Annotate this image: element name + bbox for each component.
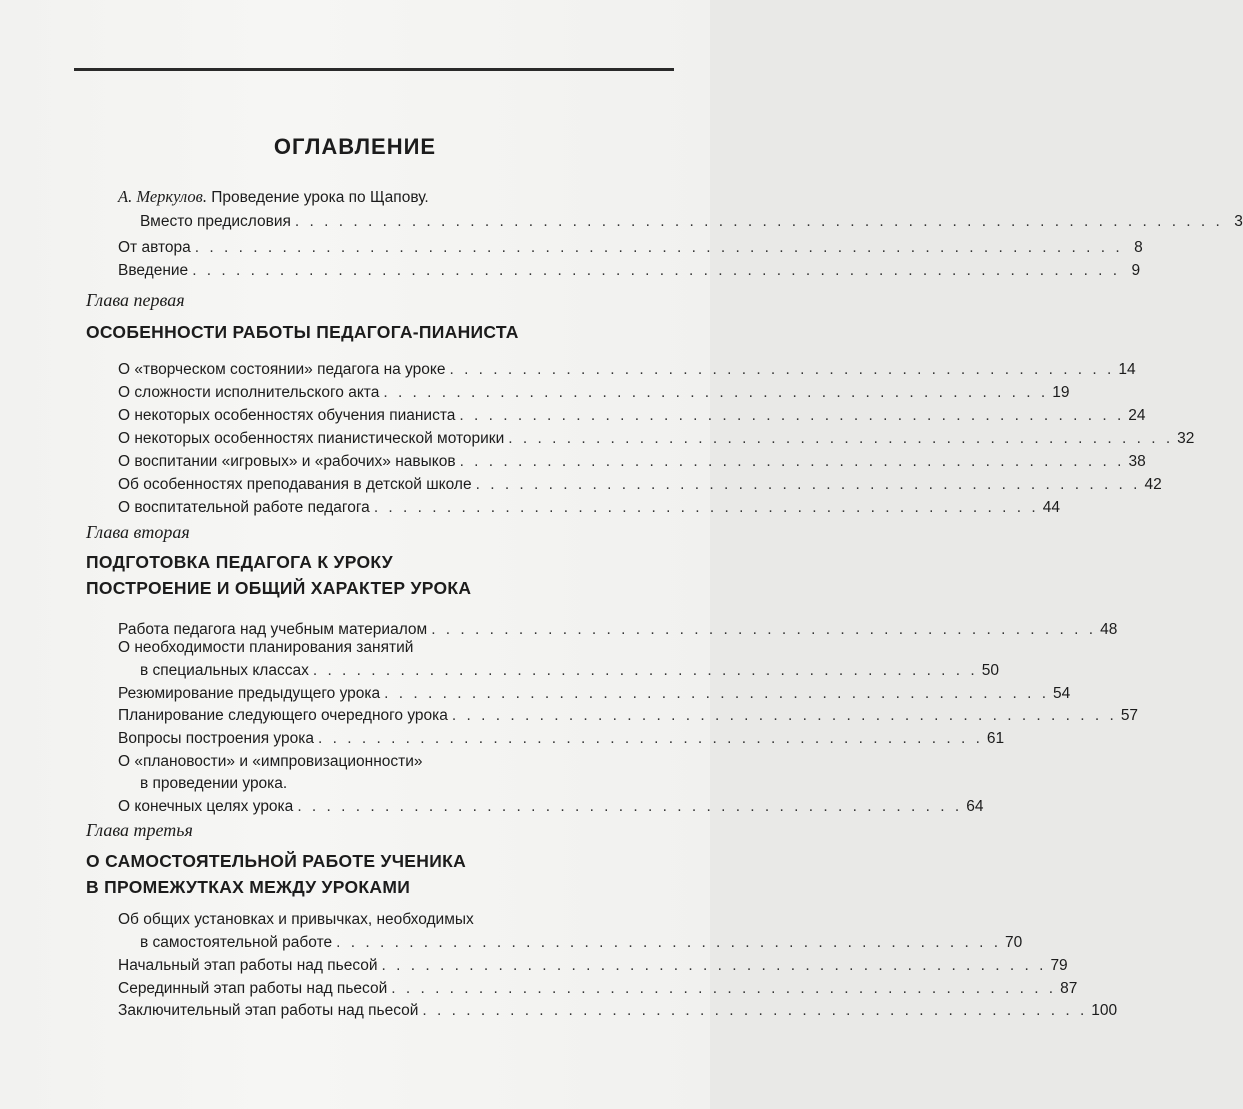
toc-entry-page: 70: [1005, 934, 1023, 951]
leader-dots: . . . . . . . . . . . . . . . . . . . . . . . . . . . . . . . . . . . . . . . . . . . . . .: [373, 499, 1039, 516]
toc-entry[interactable]: [118, 475, 1162, 495]
toc-entry[interactable]: [118, 406, 1146, 426]
toc-entry-page: 44: [1042, 499, 1060, 516]
leader-dots: . . . . . . . . . . . . . . . . . . . . . . . . . . . . . . . . . . . . . . . . . . . . . .: [336, 934, 1002, 951]
toc-entry-page: 57: [1120, 707, 1139, 724]
toc-entry-label: Планирование следующего очередного урока: [118, 707, 448, 724]
toc-entry-label: Работа педагога над учебным материалом: [118, 621, 428, 638]
toc-entry-label: О воспитательной работе педагога: [118, 499, 370, 516]
toc-entry-label: Вместо предисловия: [140, 213, 291, 230]
toc-entry[interactable]: [118, 452, 1146, 472]
toc-entry[interactable]: [118, 684, 1071, 704]
toc-entry-label: О некоторых особенностях пианистической моторики: [118, 430, 505, 447]
toc-entry[interactable]: [140, 212, 1243, 232]
leader-dots: . . . . . . . . . . . . . . . . . . . . . . . . . . . . . . . . . . . . . . . . . . . . . .: [297, 798, 963, 815]
toc-entry[interactable]: [140, 933, 1023, 953]
leader-dots: . . . . . . . . . . . . . . . . . . . . . . . . . . . . . . . . . . . . . . . . . . . . . .: [383, 384, 1049, 401]
author-name: А. Меркулов.: [118, 187, 207, 206]
chapter3-title-line1: О САМОСТОЯТЕЛЬНОЙ РАБОТЕ УЧЕНИКА: [86, 851, 467, 871]
toc-entry-label: О сложности исполнительского акта: [118, 384, 380, 401]
toc-entry-label: Резюмирование предыдущего урока: [118, 685, 381, 702]
toc-entry-page: 32: [1177, 430, 1195, 447]
toc-entry[interactable]: [118, 979, 1078, 999]
toc-entry-page: 48: [1100, 621, 1118, 638]
leader-dots: . . . . . . . . . . . . . . . . . . . . . . . . . . . . . . . . . . . . . . . . . . . . . .: [422, 1002, 1088, 1019]
chapter3-title-line2: В ПРОМЕЖУТКАХ МЕЖДУ УРОКАМИ: [86, 877, 411, 897]
toc-entry-line[interactable]: О необходимости планирования занятий: [118, 639, 414, 656]
toc-entry-label: Об особенностях преподавания в детской школе: [118, 476, 472, 493]
chapter1-label: Глава первая: [86, 290, 185, 310]
toc-entry[interactable]: [118, 956, 1068, 976]
chapter2-title-line2: ПОСТРОЕНИЕ И ОБЩИЙ ХАРАКТЕР УРОКА: [86, 578, 472, 598]
toc-entry-page: 87: [1060, 980, 1078, 997]
chapter2-label: Глава вторая: [86, 522, 190, 542]
toc-entry-page: 19: [1052, 384, 1070, 401]
leader-dots: . . . . . . . . . . . . . . . . . . . . . . . . . . . . . . . . . . . . . . . . . . . . . .: [381, 957, 1047, 974]
toc-entry-page: 8: [1134, 239, 1143, 256]
toc-entry-label: Введение: [118, 262, 189, 279]
toc-entry-label: О некоторых особенностях обучения пианиста: [118, 407, 456, 424]
toc-entry-label: Начальный этап работы над пьесой: [118, 957, 378, 974]
toc-entry-line[interactable]: О «плановости» и «импровизационности»: [118, 753, 423, 770]
toc-entry[interactable]: [118, 498, 1060, 518]
toc-entry[interactable]: [118, 1001, 1118, 1021]
toc-entry-line[interactable]: в проведении урока.: [140, 775, 288, 792]
toc-entry[interactable]: [118, 261, 1141, 281]
leader-dots: . . . . . . . . . . . . . . . . . . . . . . . . . . . . . . . . . . . . . . . . . . . . . .: [312, 662, 978, 679]
page-title: ОГЛАВЛЕНИЕ: [273, 134, 437, 159]
toc-entry[interactable]: [118, 429, 1195, 449]
toc-entry[interactable]: [118, 797, 984, 817]
toc-entry-label: Заключительный этап работы над пьесой: [118, 1002, 419, 1019]
front-main-entry: [118, 187, 429, 208]
toc-entry-label: Серединный этап работы над пьесой: [118, 980, 388, 997]
leader-dots: . . . . . . . . . . . . . . . . . . . . . . . . . . . . . . . . . . . . . . . . . . . . . . . . . . . . . . . . . . . . . . . .: [294, 213, 1223, 230]
toc-entry-page: 24: [1128, 407, 1146, 424]
toc-entry[interactable]: [140, 661, 999, 681]
leader-dots: . . . . . . . . . . . . . . . . . . . . . . . . . . . . . . . . . . . . . . . . . . . . . .: [318, 730, 983, 747]
toc-entry-label: О конечных целях урока: [118, 798, 294, 815]
toc-entry-page: 38: [1128, 453, 1146, 470]
top-rule: [74, 68, 674, 71]
toc-entry-label: От автора: [118, 239, 191, 256]
leader-dots: . . . . . . . . . . . . . . . . . . . . . . . . . . . . . . . . . . . . . . . . . . . . . .: [508, 430, 1174, 447]
leader-dots: . . . . . . . . . . . . . . . . . . . . . . . . . . . . . . . . . . . . . . . . . . . . . .: [384, 685, 1050, 702]
toc-entry-page: 79: [1050, 957, 1068, 974]
chapter3-label: Глава третья: [86, 820, 193, 840]
toc-entry-page: 14: [1118, 361, 1136, 378]
toc-entry[interactable]: [118, 238, 1143, 258]
toc-entry[interactable]: [118, 360, 1136, 380]
toc-entry-label: О «творческом состоянии» педагога на уроке: [118, 361, 446, 378]
toc-entry-label: в самостоятельной работе: [140, 934, 333, 951]
toc-entry-page: 42: [1144, 476, 1162, 493]
toc-entry-page: 100: [1091, 1002, 1118, 1019]
toc-entry-page: 64: [966, 798, 984, 815]
toc-entry-page: 61: [986, 730, 1005, 747]
toc-entry[interactable]: [118, 729, 1005, 749]
toc-entry-page: 54: [1053, 685, 1071, 702]
leader-dots: . . . . . . . . . . . . . . . . . . . . . . . . . . . . . . . . . . . . . . . . . . . . . .: [459, 407, 1125, 424]
toc-entry-page: 3: [1234, 213, 1243, 230]
leader-dots: . . . . . . . . . . . . . . . . . . . . . . . . . . . . . . . . . . . . . . . . . . . . . .: [459, 453, 1125, 470]
leader-dots: . . . . . . . . . . . . . . . . . . . . . . . . . . . . . . . . . . . . . . . . . . . . . .: [449, 361, 1115, 378]
leader-dots: . . . . . . . . . . . . . . . . . . . . . . . . . . . . . . . . . . . . . . . . . . . . . . . . . . . . . . . . . . . . . . . .: [194, 239, 1123, 256]
toc-entry-label: в специальных классах: [140, 662, 309, 679]
leader-dots: . . . . . . . . . . . . . . . . . . . . . . . . . . . . . . . . . . . . . . . . . . . . . .: [431, 621, 1097, 638]
leader-dots: . . . . . . . . . . . . . . . . . . . . . . . . . . . . . . . . . . . . . . . . . . . . . .: [475, 476, 1141, 493]
toc-entry[interactable]: [118, 383, 1070, 403]
toc-entry-page: 50: [981, 662, 999, 679]
toc-entry-page: 9: [1131, 262, 1141, 279]
front-main-title: Проведение урока по Щапову.: [211, 189, 429, 206]
leader-dots: . . . . . . . . . . . . . . . . . . . . . . . . . . . . . . . . . . . . . . . . . . . . . . . . . . . . . . . . . . . . . . . .: [192, 262, 1121, 279]
toc-entry-label: Вопросы построения урока: [118, 730, 314, 747]
toc-entry-label: О воспитании «игровых» и «рабочих» навыков: [118, 453, 456, 470]
chapter1-title: ОСОБЕННОСТИ РАБОТЫ ПЕДАГОГА-ПИАНИСТА: [86, 322, 519, 342]
leader-dots: . . . . . . . . . . . . . . . . . . . . . . . . . . . . . . . . . . . . . . . . . . . . . .: [451, 707, 1117, 724]
chapter2-title-line1: ПОДГОТОВКА ПЕДАГОГА К УРОКУ: [86, 552, 393, 572]
toc-entry[interactable]: [118, 620, 1118, 640]
toc-entry-line[interactable]: Об общих установках и привычках, необходимых: [118, 911, 474, 928]
toc-entry[interactable]: [118, 706, 1139, 726]
leader-dots: . . . . . . . . . . . . . . . . . . . . . . . . . . . . . . . . . . . . . . . . . . . . . .: [391, 980, 1057, 997]
